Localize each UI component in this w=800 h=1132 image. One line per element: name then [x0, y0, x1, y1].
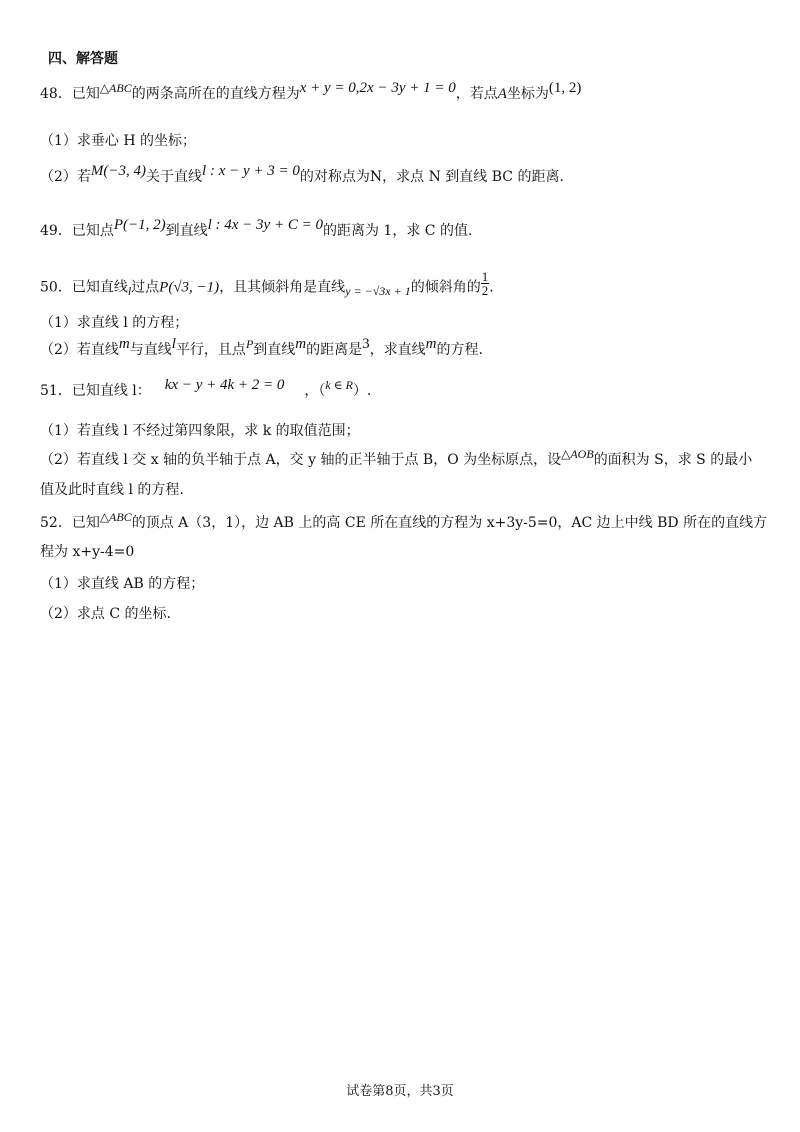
q49-line-l: l : 4x − 3y + C = 0 — [207, 217, 323, 233]
page-footer: 试卷第8页，共3页 — [346, 1084, 454, 1099]
q51-k-real: k ∈ R — [325, 378, 353, 392]
q48-text-4: 坐标为 — [506, 86, 549, 102]
q48-text-3: ，若点 — [455, 86, 498, 102]
q50-sub-2-text-7: 的方程. — [436, 342, 483, 358]
q48-number: 48． — [40, 86, 72, 102]
q51-sub-2 — [40, 447, 753, 470]
q50-sub-2-text-1: （2）若直线 — [40, 342, 119, 358]
q50-fraction-denominator: 2 — [481, 283, 489, 298]
q50-text-1: 已知直线 — [71, 279, 128, 296]
q48-equation: x + y = 0,2x − 3y + 1 = 0 — [299, 80, 456, 96]
q50-sub-2-m3: m — [425, 336, 437, 352]
q50-text-4: 的倾斜角的 — [410, 279, 481, 296]
q48-sub-2-text-3: 的对称点为N，求点 N 到直线 BC 的距离. — [299, 169, 564, 185]
q50-sub-2 — [40, 336, 483, 360]
q49-text-1: 已知点 — [71, 223, 114, 239]
q51-triangle: △AOB — [561, 447, 594, 461]
q50-sub-2-m2: m — [295, 336, 307, 352]
q50-sub-2-text-3: 平行，且点 — [175, 342, 246, 358]
q52-text-2: 的顶点 A（3，1），边 AB 上的高 CE 所在直线的方程为 x+3y-5=0，AC 边上中线 BD 所在的直线方 — [131, 515, 768, 531]
q48-sub-1: （1）求垂心 H 的坐标； — [40, 133, 197, 149]
q52-sub-2: （2）求点 C 的坐标. — [40, 606, 171, 622]
q48-point-m: M(−3, 4) — [90, 163, 147, 179]
q50-fraction-numerator: 1 — [481, 269, 489, 284]
q50-period: . — [489, 279, 494, 296]
q52-sub-1: （1）求直线 AB 的方程； — [40, 576, 205, 592]
q49-point-p: P(−1, 2) — [113, 217, 166, 233]
q49-text-3: 的距离为 1，求 C 的值. — [322, 223, 473, 239]
q50-point-p: P(√3, −1) — [159, 279, 220, 296]
q49-text-2: 到直线 — [165, 223, 208, 239]
q50-text-2: 过点 — [131, 279, 160, 296]
q51-sub-2-text-2: 的面积为 S，求 S 的最小 — [593, 452, 753, 468]
q51-sub-2-text-1: （2）若直线 l 交 x 轴的负半轴于点 A，交 y 轴的正半轴于点 B，O 为坐标原点，设 — [40, 452, 562, 468]
q50-sub-1: （1）求直线 l 的方程； — [40, 315, 189, 331]
q48-stem — [40, 80, 582, 104]
q50-sub-2-l: l — [171, 336, 176, 352]
q50-sub-2-distance: 3 — [362, 336, 370, 352]
q48-line-l: l : x − y + 3 = 0 — [202, 163, 300, 179]
q50-stem — [40, 269, 494, 301]
q51-sub-2-cont: 值及此时直线 l 的方程. — [40, 482, 184, 498]
q51-text-1: 已知直线 l： — [71, 383, 151, 399]
q50-equation: y = −√3x + 1 — [345, 283, 411, 298]
q52-number: 52． — [40, 515, 72, 531]
q48-triangle: △ABC — [99, 81, 132, 95]
q48-text-1: 已知 — [71, 86, 100, 102]
q48-coordinate: (1, 2) — [548, 80, 582, 96]
q52-text-1: 已知 — [71, 515, 100, 531]
q50-sub-2-text-4: 到直线 — [253, 342, 296, 358]
q48-sub-2-text-1: （2）若 — [40, 169, 91, 185]
q50-line-l: l — [127, 283, 132, 298]
q50-sub-2-text-6: ，求直线 — [369, 342, 426, 358]
q51-text-2: ，（ — [304, 383, 326, 399]
q50-sub-2-text-2: 与直线 — [129, 342, 172, 358]
section-title: 四、解答题 — [48, 51, 118, 67]
q50-number: 50． — [40, 279, 72, 296]
q48-sub-2-text-2: 关于直线 — [146, 169, 203, 185]
q51-equation: kx − y + 4k + 2 = 0 — [164, 377, 285, 393]
q48-text-2: 的两条高所在的直线方程为 — [131, 86, 300, 102]
q48-point-a: A — [497, 86, 507, 102]
q49-stem — [40, 217, 473, 241]
q50-sub-2-p: P — [245, 337, 254, 351]
q51-stem — [40, 377, 372, 401]
q51-text-3: ）. — [352, 383, 372, 399]
q52-stem — [40, 510, 768, 533]
q52-triangle: △ABC — [99, 510, 132, 524]
q50-sub-2-m1: m — [118, 336, 130, 352]
q51-sub-1: （1）若直线 l 不经过第四象限，求 k 的取值范围； — [40, 423, 360, 439]
q52-stem-cont: 程为 x+y-4=0 — [40, 544, 135, 560]
q51-number: 51． — [40, 383, 72, 399]
q50-text-3: ，且其倾斜角是直线 — [219, 279, 346, 296]
q50-sub-2-text-5: 的距离是 — [306, 342, 363, 358]
q48-sub-2 — [40, 163, 564, 187]
q50-fraction — [481, 270, 490, 297]
q49-number: 49． — [40, 223, 72, 239]
